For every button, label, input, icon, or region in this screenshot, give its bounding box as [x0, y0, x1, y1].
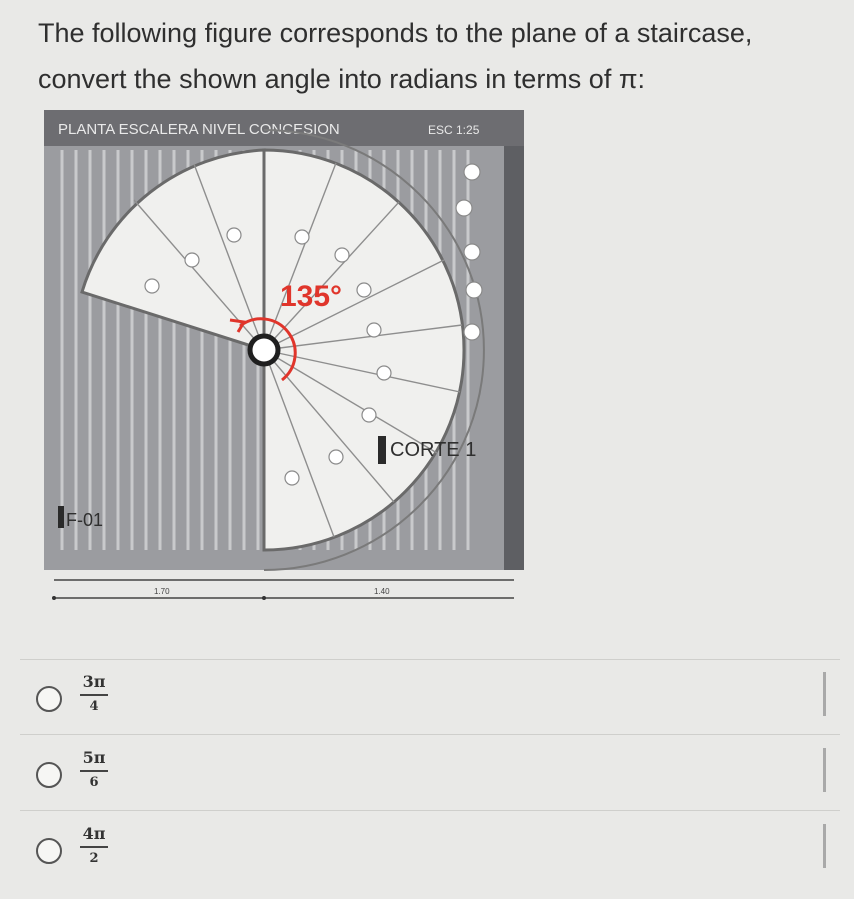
option-1-fraction [76, 672, 112, 716]
option-1-numerator: 3π [82, 672, 106, 691]
option-3-fraction [76, 824, 112, 868]
option-1-denominator: 4 [89, 699, 99, 714]
angle-label: 135° [280, 280, 343, 313]
option-2-denominator: 6 [89, 775, 99, 790]
option-2-fraction [76, 748, 112, 792]
corte-label: CORTE 1 [390, 439, 477, 461]
option-3-denominator: 2 [89, 851, 99, 866]
option-3-side-mark [823, 824, 826, 868]
option-1-radio[interactable] [36, 686, 62, 712]
question-text [38, 10, 838, 102]
staircase-plan-figure [44, 110, 524, 610]
divider [20, 734, 840, 735]
staircase-plan-drawing [44, 110, 524, 610]
option-2[interactable] [36, 740, 836, 810]
center-post [250, 336, 278, 364]
dimension-left: 1.70 [154, 587, 170, 596]
plan-scale: ESC 1:25 [428, 123, 480, 137]
divider [20, 810, 840, 811]
option-2-radio[interactable] [36, 762, 62, 788]
fraction-bar [80, 770, 108, 772]
question-line-1: The following figure corresponds to the plane of a staircase, [38, 18, 753, 48]
option-3[interactable] [36, 816, 836, 886]
section-label: F-01 [66, 510, 104, 530]
option-2-side-mark [823, 748, 826, 792]
dimension-right: 1.40 [374, 587, 390, 596]
option-3-numerator: 4π [82, 824, 106, 843]
option-3-radio[interactable] [36, 838, 62, 864]
fraction-bar [80, 694, 108, 696]
divider [20, 659, 840, 660]
option-1-side-mark [823, 672, 826, 716]
fraction-bar [80, 846, 108, 848]
option-2-numerator: 5π [82, 748, 106, 767]
question-line-2: convert the shown angle into radians in terms of π: [38, 64, 645, 94]
plan-title: PLANTA ESCALERA NIVEL CONCESION [58, 121, 340, 138]
option-1[interactable] [36, 664, 836, 734]
